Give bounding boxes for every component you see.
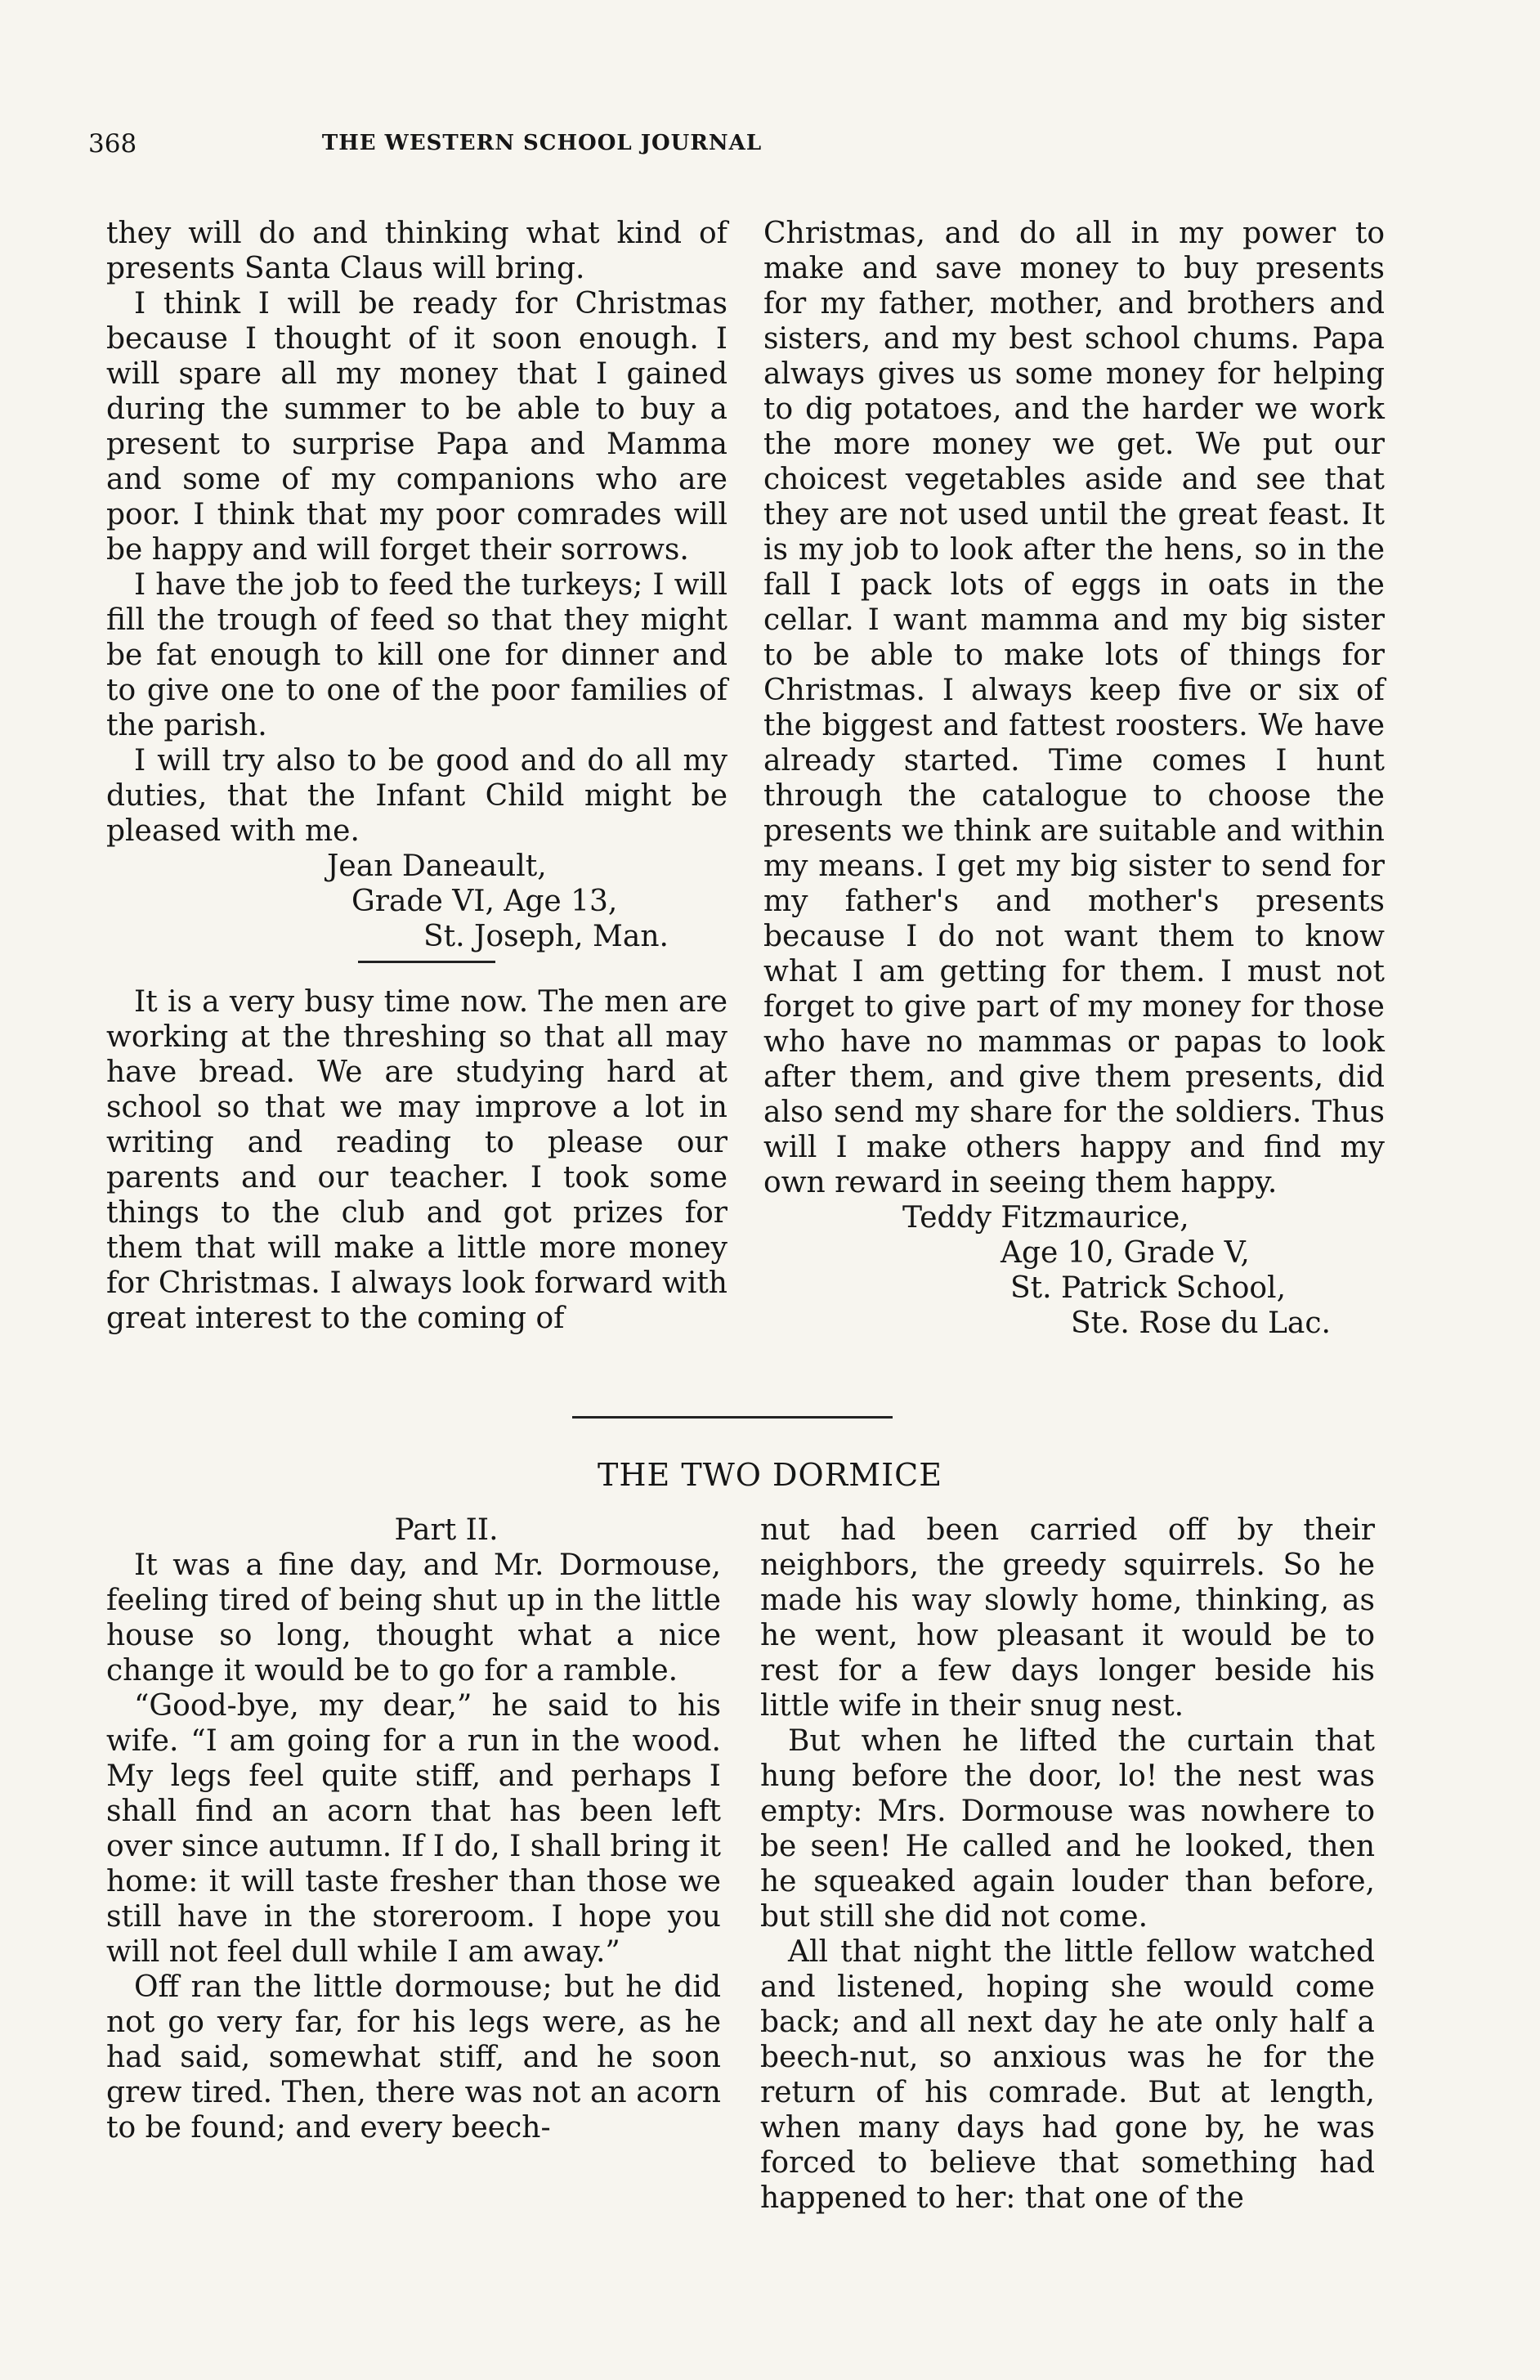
- story-paragraph: All that night the little fellow watched and listened, hoping she would come back; and all next day he ate only half a beech-nut, so anxious was he for the return of his comrade. But at length, when many days had gone by, he was forced to believe that something had happened to her: that one of the: [760, 1935, 1375, 2215]
- section-divider: [572, 1416, 893, 1419]
- letters-right-column: [763, 216, 1385, 1341]
- story-paragraph: nut had been carried off by their neighbors, the greedy squirrels. So he made his way slowly home, thinking, as he went, how pleasant it would be to rest for a few days longer beside his little wife in their snug nest.: [760, 1513, 1375, 1723]
- signature-place: St. Joseph, Man.: [423, 920, 669, 953]
- letter-paragraph: Christmas, and do all in my power to make and save money to buy presents for my father, mother, and brothers and sisters, and my best school chums. Papa always gives us some money for helping to dig potatoes, and the harder we work the more money we get. We put our choicest vegetables aside and see that they are not used until the great feast. It is my job to look after the hens, so in the fall I pack lots of eggs in oats in the cellar. I want mamma and my big sister to be able to make lots of things for Christmas. I always keep five or six of the biggest and fattest roosters. We have already started. Time comes I hunt through the catalogue to choose the presents we think are suitable and within my means. I get my big sister to send for my father's and mother's presents because I do not want them to know what I am getting for them. I must not forget to give part of my money for those who have no mammas or papas to look after them, and give them presents, did also send my share for the soldiers. Thus will I make others happy and find my own reward in seeing them happy.: [763, 217, 1385, 1199]
- signature-place: Ste. Rose du Lac.: [1071, 1307, 1331, 1340]
- story-paragraph: Off ran the little dormouse; but he did not go very far, for his legs were, as he had said, somewhat stiff, and he soon grew tired. Then, there was not an acorn to be found; and every beech-: [106, 1970, 721, 2145]
- story-part-heading: Part II.: [394, 1513, 499, 1547]
- story-paragraph: “Good-bye, my dear,” he said to his wife. “I am going for a run in the wood. My legs feel quite stiff, and perhaps I shall find an acorn that has been left over since autumn. If I do, I shall bring it home: it will taste fresher than those we still have in the storeroom. I hope you will not feel dull while I am away.”: [106, 1689, 721, 1969]
- signature-school: St. Patrick School,: [1010, 1271, 1287, 1305]
- running-title: THE WESTERN SCHOOL JOURNAL: [321, 131, 763, 155]
- letter-paragraph: they will do and thinking what kind of presents Santa Claus will bring.: [106, 217, 727, 285]
- story-paragraph: It was a fine day, and Mr. Dormouse, feeling tired of being shut up in the little house so long, thought what a nice change it would be to go for a ramble.: [106, 1549, 721, 1688]
- letter-paragraph: It is a very busy time now. The men are working at the threshing so that all may have bread. We are studying hard at school so that we may improve a lot in writing and reading to please our parents and our teacher. I took some things to the club and got prizes for them that will make a little more money for Christmas. I always look forward with great interest to the coming of: [106, 985, 727, 1335]
- separator-rule: [358, 961, 495, 963]
- signature-grade: Grade VI, Age 13,: [351, 885, 618, 918]
- letter-paragraph: I think I will be ready for Christmas because I thought of it soon enough. I will spare all my money that I gained during the summer to be able to buy a present to surprise Papa and Mamma and some of my companions who are poor. I think that my poor comrades will be happy and will forget their sorrows.: [106, 287, 727, 567]
- letter-paragraph: I will try also to be good and do all my duties, that the Infant Child might be pleased with me.: [106, 744, 727, 848]
- letter-paragraph: I have the job to feed the turkeys; I will fill the trough of feed so that they might be fat enough to kill one for dinner and to give one to one of the poor families of the parish.: [106, 568, 727, 742]
- story-right-column: [760, 1513, 1375, 2216]
- signature-name: Teddy Fitzmaurice,: [902, 1201, 1189, 1235]
- page-header: [88, 129, 996, 168]
- story-title: THE TWO DORMICE: [598, 1457, 942, 1493]
- signature-name: Jean Daneault,: [327, 849, 547, 883]
- story-paragraph: But when he lifted the curtain that hung before the door, lo! the nest was empty: Mrs. Dormouse was nowhere to be seen! He called and he looked, then he squeaked again louder than before, but still she did not come.: [760, 1724, 1375, 1934]
- letters-left-column: [106, 216, 727, 1336]
- story-left-column: [106, 1513, 721, 2145]
- page-number: 368: [88, 129, 137, 159]
- signature-age: Age 10, Grade V,: [1001, 1236, 1250, 1270]
